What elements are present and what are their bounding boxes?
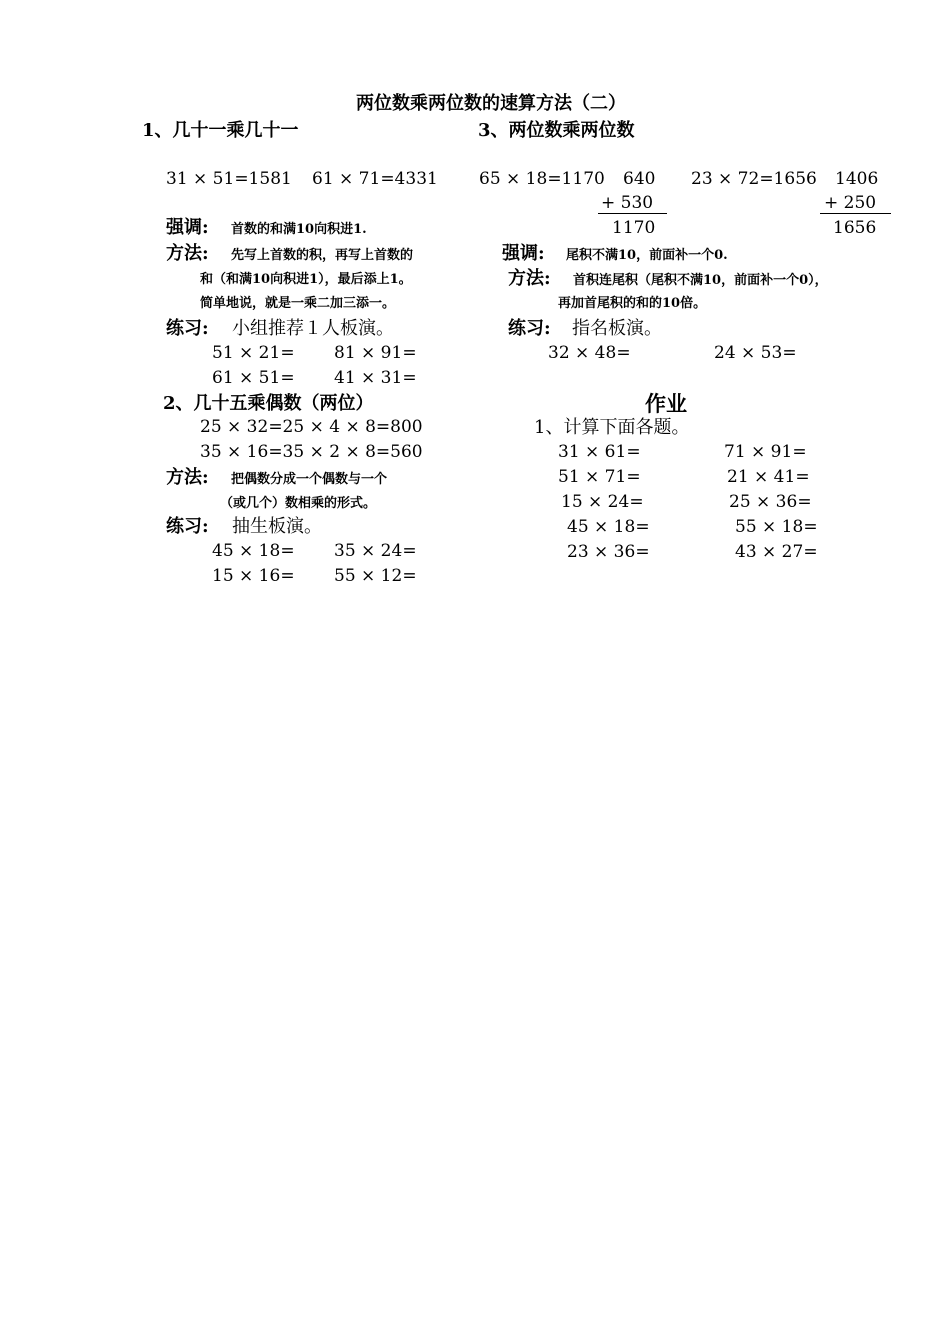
s3-example-1-partial-b: + 530: [601, 193, 654, 213]
s3-method-line-1: 首积连尾积（尾积不满10，前面补一个0），: [573, 273, 828, 288]
s2-practice-label: 练习:: [166, 516, 209, 537]
s3-practice-text: 指名板演。: [572, 318, 662, 339]
s3-method-label: 方法:: [508, 268, 551, 289]
section-2-heading: 2、几十五乘偶数（两位）: [163, 393, 374, 414]
s3-example-2-partial-a: 1406: [835, 169, 879, 189]
s2-practice-text: 抽生板演。: [232, 516, 322, 537]
s1-method-line-2: 和（和满10向积进1），最后添上1。: [200, 272, 412, 287]
s2-method-label: 方法:: [166, 467, 209, 488]
s2-practice-2: 35 × 24=: [334, 541, 417, 561]
s1-example-1: 31 × 51=1581: [166, 169, 292, 189]
s3-example-1-partial-a: 640: [623, 169, 656, 189]
s3-example-2-partial-b: + 250: [824, 193, 877, 213]
homework-item: 15 × 24=: [561, 492, 644, 512]
homework-item: 71 × 91=: [724, 442, 807, 462]
s1-practice-1: 51 × 21=: [212, 343, 295, 363]
s3-emphasis-text: 尾积不满10，前面补一个0.: [566, 248, 728, 263]
s3-example-2-sum-line: [820, 213, 891, 214]
homework-item: 31 × 61=: [558, 442, 641, 462]
s1-example-2: 61 × 71=4331: [312, 169, 438, 189]
homework-item: 43 × 27=: [735, 542, 818, 562]
s2-example-1: 25 × 32=25 × 4 × 8=800: [200, 417, 423, 437]
s2-example-2: 35 × 16=35 × 2 × 8=560: [200, 442, 423, 462]
section-1-heading: 1、几十一乘几十一: [142, 120, 299, 141]
homework-item: 21 × 41=: [727, 467, 810, 487]
s2-method-line-1: 把偶数分成一个偶数与一个: [231, 472, 388, 487]
s3-example-1: 65 × 18=1170: [479, 169, 605, 189]
homework-subheading: 1、计算下面各题。: [534, 417, 690, 438]
s1-method-line-1: 先写上首数的积，再写上首数的: [231, 248, 414, 263]
page-title: 两位数乘两位数的速算方法（二）: [356, 93, 626, 114]
homework-item: 45 × 18=: [567, 517, 650, 537]
s1-emphasis-text: 首数的和满10向积进1.: [231, 222, 367, 237]
s1-emphasis-label: 强调:: [166, 217, 209, 238]
s1-practice-2: 81 × 91=: [334, 343, 417, 363]
s3-example-1-sum-line: [598, 213, 667, 214]
homework-item: 51 × 71=: [558, 467, 641, 487]
s3-practice-2: 24 × 53=: [714, 343, 797, 363]
s2-method-line-2: （或几个）数相乘的形式。: [220, 496, 377, 511]
s3-example-1-sum: 1170: [612, 218, 656, 238]
s3-practice-label: 练习:: [508, 318, 551, 339]
s3-emphasis-label: 强调:: [502, 243, 545, 264]
s3-example-2: 23 × 72=1656: [691, 169, 817, 189]
s1-practice-text: 小组推荐１人板演。: [232, 318, 394, 339]
s1-practice-label: 练习:: [166, 318, 209, 339]
s1-practice-3: 61 × 51=: [212, 368, 295, 388]
s1-method-line-3: 简单地说，就是一乘二加三添一。: [200, 296, 396, 311]
s2-practice-1: 45 × 18=: [212, 541, 295, 561]
homework-item: 25 × 36=: [729, 492, 812, 512]
s3-method-line-2: 再加首尾积的和的10倍。: [558, 296, 707, 311]
s2-practice-3: 15 × 16=: [212, 566, 295, 586]
homework-item: 55 × 18=: [735, 517, 818, 537]
s3-example-2-sum: 1656: [833, 218, 877, 238]
homework-heading: 作业: [645, 391, 687, 416]
s2-practice-4: 55 × 12=: [334, 566, 417, 586]
s1-practice-4: 41 × 31=: [334, 368, 417, 388]
s1-method-label: 方法:: [166, 243, 209, 264]
homework-item: 23 × 36=: [567, 542, 650, 562]
s3-practice-1: 32 × 48=: [548, 343, 631, 363]
section-3-heading: 3、两位数乘两位数: [478, 120, 635, 141]
